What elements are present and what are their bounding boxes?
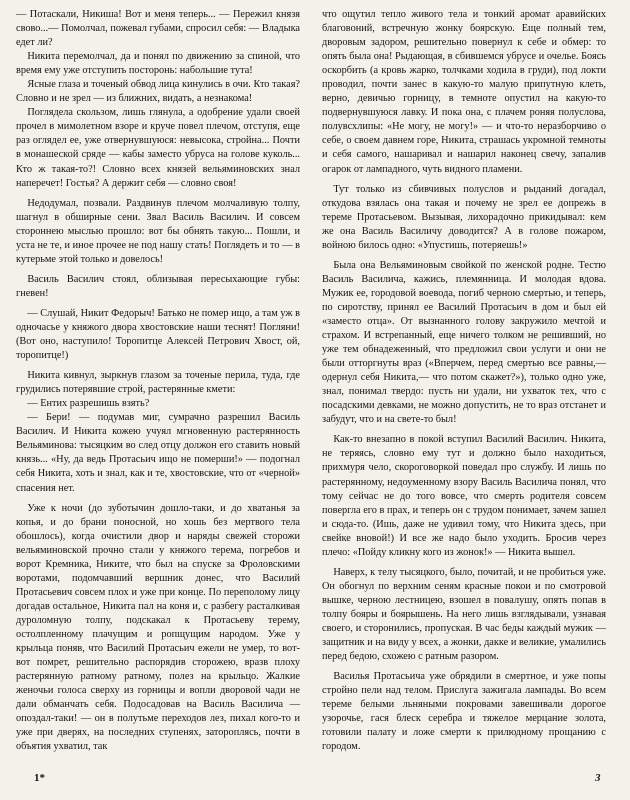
- paragraph: Была она Вельяминовым свойкой по женской родне. Тестю Василь Василича, кажись, племянница. И молодая вдова. Мужик ее, городовой воевода, погиб черною смертью, и теперь, по сиротству, принял ее Василий Протасьич в дом и был ей «заместо отца». От вызнанного голову закружило мечтой и страхом. И встрепанный, еще ничего толком не решивший, но уже тем обнадеженный, что предложил свои услуги и они не были отторгнуты враз («Вперчем, перед смертью все равны,— одернул себя Никита,— что потом скажет?»), только одно уже, знал, понимал твердо: пусть ни удали, ни ухваток тех, что с посадскими девками, не можно допустить, не то враз отстанет и забудут, что и на свете-то был!: [322, 259, 606, 426]
- paragraph: Уже к ночи (до зуботычин дошло-таки, и до хватанья за копья, и до брани поносной, но хошь без мертвого тела обошлось), когда очистили двор и наряды свежей сторожи вельяминовской прочно стали у княжого терема, погребов и ворот Кремника, Никите, что был на спуске за Фроловскими воротами, подомчавший вершник донес, что Василий Протасьевич совсем плох и уже при конце. По переполому лицу догадав остальное, Никита пал на коня и, с разбегу расталкивая дуроломную толпу, подскакал к Протасьеву терему, остолпленному плачущим и ропщущим народом. Уже у крыльца поняв, что Василий Протасьич ежели не умер, то вот-вот помрет, решительно распорядив сторожею, вразв плоху растерянную ратному ратному, полез на крыльцо. Жалкие женочьи голоса сверху из горницы и вопли дворовой чади не дали обманчать себя. Подосадовав на Василь Василича — опоздал-таки! — он в полутьме переходов лез, пихал кого-то и уже при дверях, на последних ступенях, затороплясь, почти в объятия ухватил, так: [16, 502, 300, 753]
- right-text-column: [322, 8, 606, 754]
- paragraph: Никита перемолчал, да и понял по движению за спиной, что время ему уже отступить посторонь: набольшие тута!: [16, 51, 300, 77]
- paragraph: Как-то внезапно в покой вступил Василий Василич. Никита, не теряясь, словно ему тут и должно было находиться, прихмуря чело, скороговоркой поведал про службу. И лишь по растерянному, недоуменному взору Василь Василича понял, что тому сейчас не до того вовсе, что смерть родителя совсем повергла его в прах, и теперь он с трудом понимает, зачем зашел и сюда-то. (Ишь, даже не удивил тому, что Никита здесь, при свейке вновой!) И все же надо было уходить. Бросив через плечо: «Пойду кликну кого из жонок!» — Никита вышел.: [322, 434, 606, 558]
- paragraph: — Бери! — подумав миг, сумрачно разрешил Василь Василич. И Никита кожею учуял мгновенную растерянность Вельяминова: тысяцким во след отцу должон его ставить новый князь... «Ну, да ведь Протасьич ищо не померши!» — подогнал себя Никита, хоть и знал, как и те, хвостовские, что от «черной» спасения нет.: [16, 412, 300, 494]
- paragraph: Василь Василич стоял, облизывая пересыхающие губы: гневен!: [16, 273, 300, 299]
- paragraph: Недодумал, позвали. Раздвинув плечом молчаливую толпу, шагнул в обширные сени. Звал Василь Василич. И совсем стороннею мыслью прошло: вот бы обнять такую... Пошли, и уста не те, и иное прочее не под нашу стать! Поглядеть и то — в кутерьме этой только и довелось!: [16, 197, 300, 265]
- paragraph: что ощутил тепло живого тела и тонкий аромат аравийских благовоний, встречную жонку боярскую. Еще полный тем, дворовым задором, решительно повернул к себе и обмер: то опять была она! Рыдающая, в сбившемся убрусе и очелье. Боясь оскорбить (а кровь жарко, толчками ходила в груди), под локти проводил, почти занес в какую-то малую припутную клеть, верно, девичью горницу, в темноте опустил на какую-то подвернувшуюся лавку. И пока она, с плачем роняя полуслова, полувсхлипы: «Не могу, не могу!» — и что-то неразборчиво о себе, о своем давнем горе, Никита, страшась укромной темноты и себя самого, нашаривал и нашарил наконец свечу, запалив огарок от лампадного, чуть видного пламени.: [322, 9, 606, 175]
- paragraph: Василья Протасьича уже обрядили в смертное, и уже попы стройно пели над телом. Прислуга зажигала лампады. Во всем тереме белыми льняными покровами завешивали дорогое узорочье, гася блеск серебра и тяжелое мерцание золота, готовили палату и ложе смерти к прилюдному прощанию с городом.: [322, 671, 606, 753]
- page-number: 3: [595, 772, 601, 784]
- paragraph: Никита кивнул, зыркнув глазом за точеные перила, туда, где грудились потерявшие строй, растерянные кмети:: [16, 370, 300, 396]
- paragraph: — Слушай, Никит Федорыч! Батько не помер ищо, а там уж в одночасье у княжого двора хвостовские наши теснят! Погляни! (Вот оно, наступило! Торопитце Алексей Петрович Хвост, ой, торопитце!): [16, 307, 300, 362]
- paragraph: Тут только из сбивчивых полуслов и рыданий догадал, откудова взялась она такая и почему не зрел ее допрежь в тереме Протасьевом. Вызывая, лихорадочно прикидывал: кем же она Василь Василичу доводится? А в голове пожаром, войною билось одно: «Упустишь, потеряешь!»: [322, 183, 606, 251]
- paragraph: Поглядела скользом, лишь глянула, а одобрение удали своей прочел в мимолетном взоре и круче повел плечом, отступя, еще раз оглядел ее, уже отвернувшуюся: невысока, стройна... Почти в монашеской сряде — кабы заместо убруса на голове куколь... Кто ж такая-то?! Словно всех князей вельяминовских знал наперечет! Гостья? А держит себя — словно своя!: [16, 107, 300, 189]
- left-text-column: [16, 8, 300, 754]
- paragraph: — Ентих разрешишь взять?: [27, 398, 150, 410]
- paragraph: Ясные глаза и точеный обвод лица кинулись в очи. Кто такая? Словно и не зрел — из ближних, видать, а незнакома!: [16, 79, 300, 105]
- paragraph: Наверх, к телу тысяцкого, было, почитай, и не пробиться уже. Он обогнул по верхним сеням красные покои и по смотровой вышке, черною лестницею, взошел в повалушу, опять попав в толпу бояры и боярышень. На него лишь взглядывали, узнавая своего, и сторонились, пропуская. В час беды каждый мужик — защитник и на виду у всех, а жонки, дакке и великие, умалились перед бедою, схожею с ратным разором.: [322, 566, 606, 663]
- signature-mark: 1*: [34, 772, 45, 784]
- paragraph: — Потаскали, Никиша! Вот и меня теперь... — Пережил князя свово...— Помолчал, пожевал губами, спросил себя: — Владыка едет ли?: [16, 9, 300, 49]
